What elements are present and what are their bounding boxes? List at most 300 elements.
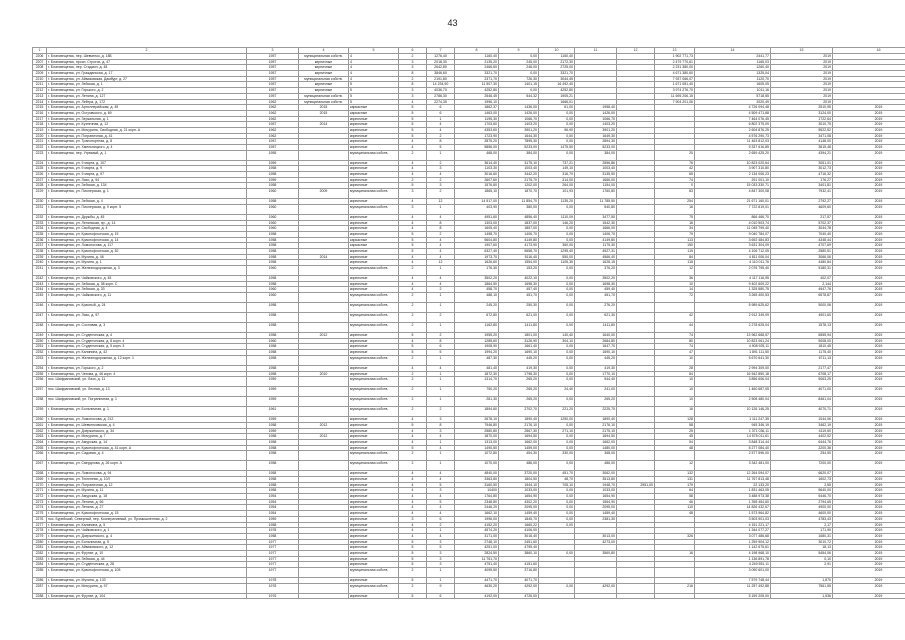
table-cell: 12: [655, 266, 695, 276]
table-cell: 1977: [247, 539, 299, 545]
table-cell: 6578,87: [771, 293, 833, 303]
table-cell: 0,00: [539, 371, 575, 377]
table-cell: 11 257 492,88: [695, 583, 771, 593]
table-cell: 245,20: [455, 303, 499, 313]
table-cell: 1837,00: [499, 220, 539, 226]
table-cell: г. Благовещенск, ул. Краснофлотская, д. 15: [47, 511, 247, 517]
table-cell: кирпичные: [349, 505, 399, 511]
table-cell: 3: [427, 428, 455, 434]
table-cell: 1960: [247, 287, 299, 293]
table-cell: 1976: [247, 593, 299, 599]
table-cell: кирпичные: [349, 371, 399, 377]
table-cell: 2: [399, 313, 427, 323]
table-cell: [299, 387, 349, 397]
table-cell: 45: [655, 434, 695, 440]
table-cell: 1959: [247, 160, 299, 166]
table-cell: 10 823 061,24: [695, 338, 771, 344]
table-cell: 2280: [33, 539, 47, 545]
table-cell: 0,00: [539, 281, 575, 287]
table-cell: г. Благовещенск, ул. Свердлова, д. 26 корп. А: [47, 461, 247, 471]
table-cell: 2446,20: [455, 505, 499, 511]
table-cell: 3: [399, 93, 427, 99]
table-cell: 1160,40: [455, 54, 499, 60]
table-cell: 2: [427, 160, 455, 166]
table-cell: г. Благовещенск, ул. Садовая, д. 4: [47, 451, 247, 461]
table-cell: 1958,40: [575, 105, 617, 111]
table-cell: 1957: [247, 122, 299, 128]
table-cell: 4: [427, 214, 455, 220]
table-cell: 1690,10: [575, 350, 617, 356]
table-cell: 4716,32: [771, 172, 833, 178]
table-cell: 1401,15: [499, 82, 539, 88]
table-cell: 4: [399, 254, 427, 260]
table-cell: 1801,00: [499, 333, 539, 339]
table-cell: 5: [399, 237, 427, 243]
table-cell: 1960: [247, 338, 299, 344]
table-cell: 9: [427, 583, 455, 593]
table-cell: 1459,40: [575, 511, 617, 517]
table-cell: кирпичные: [349, 428, 399, 434]
table-cell: 4273,00: [575, 539, 617, 545]
table-cell: 2200,36: [771, 445, 833, 451]
table-cell: 1480,00: [575, 445, 617, 451]
table-cell: г. Благовещенск, ул. Лазо, д. 97: [47, 313, 247, 323]
table-cell: 79: [655, 231, 695, 237]
table-cell: 2019: [833, 505, 905, 511]
table-cell: 2217: [33, 116, 47, 122]
table-cell: 1070,00: [455, 461, 499, 471]
table-cell: [299, 313, 349, 323]
table-cell: г. Благовещенск, ул. Краснофлотская, д. 14: [47, 237, 247, 243]
table-cell: 5: [399, 562, 427, 568]
table-cell: 2206: [33, 54, 47, 60]
table-cell: г. Благовещенск, ул. Мичурина, Свободная, д. 21 корп. А: [47, 127, 247, 133]
table-cell: 110: [655, 505, 695, 511]
table-cell: 1804,50: [499, 477, 539, 483]
table-cell: муниципальная собств.: [349, 461, 399, 471]
table-cell: пос. Шафрановский, ул. Лазо, д. 11: [47, 377, 247, 387]
table-cell: 2281: [33, 545, 47, 551]
table-cell: 1578,13: [771, 323, 833, 333]
table-cell: 3: [399, 59, 427, 65]
table-cell: 2216: [33, 110, 47, 116]
table-cell: 1958: [247, 183, 299, 189]
table-cell: 9 402 609,22: [695, 281, 771, 287]
table-cell: 153,20: [499, 266, 539, 276]
table-cell: 2014: [299, 122, 349, 128]
table-cell: 2748,10: [455, 539, 499, 545]
table-cell: 1962: [247, 99, 299, 105]
column-number-cell: 2: [47, 48, 247, 54]
table-cell: 4: [427, 471, 455, 477]
table-cell: 4149,80: [575, 237, 617, 243]
table-cell: 42: [655, 166, 695, 172]
table-cell: 3010,75: [771, 122, 833, 128]
table-cell: 5: [399, 333, 427, 339]
table-cell: 2251: [33, 344, 47, 350]
table-cell: 2019: [833, 550, 905, 556]
table-cell: 3502,20: [575, 276, 617, 282]
table-cell: 4071,00: [771, 387, 833, 397]
table-row: [33, 323, 905, 333]
table-cell: 945 346,19: [695, 422, 771, 428]
table-cell: 3: [427, 488, 455, 494]
table-cell: 3044,78: [771, 226, 833, 232]
table-cell: 1810,45: [771, 344, 833, 350]
table-cell: 2279: [33, 533, 47, 539]
table-cell: 4: [427, 276, 455, 282]
table-cell: 1798,30: [499, 371, 539, 377]
table-cell: муниципальная собств.: [349, 189, 399, 199]
table-cell: 3: [427, 562, 455, 568]
table-cell: 2241: [33, 266, 47, 276]
table-cell: г. Благовещенск, ул. Чайковского, д. 45: [47, 276, 247, 282]
table-cell: 2238: [33, 248, 47, 254]
table-cell: 3363,80: [455, 477, 499, 483]
table-cell: 4 198 968,10: [695, 550, 771, 556]
table-cell: муниципальная собств.: [349, 407, 399, 417]
table-cell: 4: [399, 439, 427, 445]
table-cell: 2371,70: [455, 76, 499, 82]
table-cell: кирпичные: [349, 499, 399, 505]
table-cell: 281,30: [455, 397, 499, 407]
table-cell: 2019: [833, 422, 905, 428]
table-cell: 5 159 205,00: [695, 593, 771, 599]
table-cell: 8: [427, 338, 455, 344]
table-cell: кирпичные: [349, 116, 399, 122]
table-cell: г. Благовещенск, ул. Пионерская, д. 9 корп. 5: [47, 204, 247, 214]
table-cell: 1698,30: [499, 281, 539, 287]
table-cell: 2 994 309,00: [695, 365, 771, 371]
table-cell: 2019: [833, 417, 905, 423]
table-cell: 0,00: [539, 110, 575, 116]
table-cell: 384,00: [499, 150, 539, 160]
table-cell: 1958: [247, 533, 299, 539]
table-cell: 1640,00: [575, 333, 617, 339]
column-number-cell: 10: [539, 48, 575, 54]
table-cell: 58: [655, 422, 695, 428]
table-cell: 2177,47: [771, 365, 833, 371]
table-cell: г. Благовещенск, ул. Калинина, д. 5: [47, 522, 247, 528]
table-cell: 2019: [833, 471, 905, 477]
table-cell: 1694,50: [575, 434, 617, 440]
table-cell: 2019: [833, 189, 905, 199]
table-cell: 1120,70: [695, 76, 771, 82]
table-cell: 2725,00: [539, 65, 575, 71]
table-cell: [299, 323, 349, 333]
table-cell: г. Благовещенск, ул. Студенческая, д. 8 корп. 4: [47, 338, 247, 344]
table-cell: 3135,50: [575, 172, 617, 178]
table-cell: 3171,00: [455, 533, 499, 539]
table-cell: 254: [655, 199, 695, 205]
table-cell: 4: [399, 99, 427, 105]
table-cell: 265,20: [575, 397, 617, 407]
table-cell: 5: [399, 105, 427, 111]
table-cell: [655, 593, 695, 599]
table-cell: 1490,50: [455, 445, 499, 451]
table-cell: кирпичные: [349, 578, 399, 584]
table-cell: г. Благовещенск, ул. Ломоносова, д. 212: [47, 417, 247, 423]
table-cell: 16 542 850,18: [695, 371, 771, 377]
table-cell: 10 126 146,25: [695, 407, 771, 417]
table-cell: 2019: [833, 139, 905, 145]
table-cell: кирпичные: [349, 556, 399, 562]
table-cell: 4: [427, 511, 455, 517]
table-cell: кирпичные: [349, 511, 399, 517]
table-cell: 2019: [833, 568, 905, 578]
table-cell: [299, 293, 349, 303]
table-cell: 1958: [247, 323, 299, 333]
table-cell: 2: [399, 54, 427, 60]
table-cell: 5: [427, 145, 455, 151]
table-cell: 3477,50: [575, 214, 617, 220]
table-cell: г. Благовещенск, ул. Красный, д. 24: [47, 303, 247, 313]
table-cell: 486,00: [499, 461, 539, 471]
table-cell: 1110,09: [539, 214, 575, 220]
table-cell: 5: [399, 344, 427, 350]
table-cell: 1260,40: [695, 65, 771, 71]
table-cell: 14: [655, 287, 695, 293]
column-number-cell: 7: [427, 48, 455, 54]
table-cell: 0,00: [539, 287, 575, 293]
table-cell: 0,00: [539, 133, 575, 139]
table-cell: 16 492,40: [539, 82, 575, 88]
table-cell: 1406,70: [499, 231, 539, 237]
table-cell: 1962: [247, 110, 299, 116]
table-cell: 4726,00: [499, 593, 539, 599]
table-cell: 2019: [833, 248, 905, 254]
table-cell: 5702,37: [771, 220, 833, 226]
table-cell: 1958: [247, 248, 299, 254]
table-cell: 3901,20: [499, 127, 539, 133]
table-cell: кирпичные: [349, 471, 399, 477]
table-cell: 1870,70: [499, 189, 539, 199]
table-cell: 1764,80: [455, 494, 499, 500]
table-cell: 2288: [33, 593, 47, 599]
table-cell: 5: [427, 482, 455, 488]
table-cell: 2278: [33, 528, 47, 534]
table-cell: кирпичные: [349, 160, 399, 166]
table-cell: 458,70: [455, 287, 499, 293]
table-cell: кирпичные: [349, 550, 399, 556]
table-cell: 1958: [247, 237, 299, 243]
table-cell: 2272: [33, 494, 47, 500]
table-cell: 3614,40: [455, 160, 499, 166]
table-cell: 96,90: [539, 127, 575, 133]
table-cell: 4: [427, 122, 455, 128]
table-cell: 3: [399, 516, 427, 522]
table-cell: 246,00: [499, 65, 539, 71]
table-cell: 4152,20: [455, 522, 499, 528]
table-cell: 5180,31: [771, 266, 833, 276]
table-cell: 1662,00: [499, 439, 539, 445]
table-cell: муниципальная собств.: [349, 313, 399, 323]
table-cell: 0,00: [539, 344, 575, 350]
table-cell: пос. Шафрановский, ул. Лесная, д. 13: [47, 387, 247, 397]
table-cell: 4022,10: [499, 276, 539, 282]
table-cell: 380,00: [499, 204, 539, 214]
table-cell: кирпичные: [299, 59, 349, 65]
table-cell: кирпичные: [349, 287, 399, 293]
table-cell: 2275: [33, 511, 47, 517]
table-cell: 2: [399, 583, 427, 593]
table-cell: 451,70: [575, 293, 617, 303]
table-cell: 4: [349, 59, 399, 65]
table-cell: 2684,80: [575, 338, 617, 344]
table-cell: 2019: [833, 237, 905, 243]
table-cell: кирпичные: [349, 522, 399, 528]
table-cell: 2019: [833, 522, 905, 528]
table-cell: 2220: [33, 133, 47, 139]
table-cell: г. Благовещенск, ул. Амурская, д. 18: [47, 494, 247, 500]
table-cell: 1011,16: [695, 88, 771, 94]
column-number-cell: 6: [399, 48, 427, 54]
table-cell: 2: [399, 568, 427, 578]
table-cell: 5: [399, 110, 427, 116]
table-cell: 101,93: [539, 189, 575, 199]
table-cell: 2: [399, 355, 427, 365]
table-cell: 2019: [833, 434, 905, 440]
table-cell: 2567,30: [499, 428, 539, 434]
table-cell: 2794,65: [771, 499, 833, 505]
table-cell: 2702,70: [499, 407, 539, 417]
table-cell: 2015: [299, 105, 349, 111]
table-cell: 3175,10: [499, 160, 539, 166]
table-cell: 705,10: [539, 482, 575, 488]
table-cell: 5: [399, 593, 427, 599]
table-cell: 2019: [833, 220, 905, 226]
table-cell: 5 670 641,30: [695, 355, 771, 365]
table-cell: 0,00: [539, 434, 575, 440]
table-cell: муниципальная собств.: [299, 76, 349, 82]
table-cell: 34: [655, 226, 695, 232]
table-cell: кирпичные: [349, 533, 399, 539]
table-cell: 1957: [247, 88, 299, 94]
table-cell: 1958: [247, 365, 299, 371]
table-cell: 5: [399, 183, 427, 189]
table-cell: 4: [399, 365, 427, 371]
table-cell: 1313,00: [455, 439, 499, 445]
table-cell: кирпичные: [349, 494, 399, 500]
table-cell: 4: [399, 145, 427, 151]
table-cell: 1426,00: [575, 110, 617, 116]
table-cell: кирпичные: [349, 482, 399, 488]
table-cell: 2019: [833, 377, 905, 387]
table-cell: 1564,90: [575, 499, 617, 505]
table-cell: 2019: [833, 226, 905, 232]
table-cell: [617, 451, 655, 461]
table-cell: 2258: [33, 397, 47, 407]
table-cell: 4600,00: [771, 511, 833, 517]
table-cell: 454,30: [499, 451, 539, 461]
table-cell: 2: [427, 522, 455, 528]
table-cell: [617, 323, 655, 333]
table-cell: 3471,08: [771, 133, 833, 139]
table-cell: 2244: [33, 287, 47, 293]
table-cell: 5: [427, 350, 455, 356]
table-cell: 5: [399, 556, 427, 562]
table-cell: кирпичные: [349, 439, 399, 445]
table-cell: кирпичные: [349, 133, 399, 139]
table-cell: [299, 568, 349, 578]
table-cell: 2253: [33, 355, 47, 365]
table-cell: г. Благовещенск, ул. Пограничная, д. 41: [47, 133, 247, 139]
table-cell: 4: [399, 281, 427, 287]
table-cell: 3502,20: [455, 276, 499, 282]
table-cell: 1003,40: [575, 166, 617, 172]
table-cell: г. Благовещенск, ул. Ленинская, пр., д. 14: [47, 220, 247, 226]
table-cell: 0,00: [539, 461, 575, 471]
table-cell: 4: [427, 281, 455, 287]
table-cell: 75: [655, 214, 695, 220]
table-cell: 2019: [833, 511, 905, 517]
table-cell: каркасные: [349, 243, 399, 249]
table-cell: 6620,07: [771, 471, 833, 477]
table-cell: г. Благовещенск, ул. Гражданская, д. 17: [47, 71, 247, 77]
table-cell: 12: [655, 461, 695, 471]
table-cell: [539, 593, 575, 599]
table-cell: г. Благовещенск, ул. Зеркальная, д. 1: [47, 116, 247, 122]
table-cell: 2 134 006,23: [695, 172, 771, 178]
table-cell: 2019: [833, 445, 905, 451]
table-cell: 2019: [833, 397, 905, 407]
table-cell: 1703,60: [455, 122, 499, 128]
table-cell: 113: [655, 237, 695, 243]
table-cell: 6: [427, 110, 455, 116]
table-cell: 2232: [33, 214, 47, 220]
table-cell: муниципальная собств.: [299, 99, 349, 105]
table-cell: 10: [655, 397, 695, 407]
table-cell: 14 234,90: [427, 82, 455, 88]
table-cell: 4252,80: [455, 88, 499, 94]
table-cell: 1654,90: [499, 494, 539, 500]
table-cell: 2546,45: [455, 93, 499, 99]
table-cell: 2019: [771, 65, 833, 71]
table-cell: 2267: [33, 461, 47, 471]
table-cell: 0,00: [539, 516, 575, 522]
table-cell: 1: [427, 355, 455, 365]
table-cell: 621,30: [575, 313, 617, 323]
table-cell: 1033,00: [499, 488, 539, 494]
table-cell: г. Благовещенск, ул. Калинина, д. 42: [47, 350, 247, 356]
table-cell: каркасные: [349, 110, 399, 116]
table-cell: 2019: [833, 254, 905, 260]
table-cell: 2: [399, 303, 427, 313]
table-cell: 4566,40: [575, 254, 617, 260]
table-cell: 4: [399, 139, 427, 145]
table-cell: г. Благовещенск, ул. 9 марта, д. 97: [47, 172, 247, 178]
table-cell: 1: [427, 323, 455, 333]
table-cell: 1978: [247, 583, 299, 593]
table-cell: г. Благовещенск, ул. Лейтра, д. 172: [47, 99, 247, 105]
table-cell: 4: [399, 477, 427, 483]
table-cell: 2824,50: [455, 550, 499, 556]
table-cell: 672,80: [455, 313, 499, 323]
table-cell: 2451,60: [499, 539, 539, 545]
table-cell: муниципальная собств.: [349, 583, 399, 593]
table-cell: 0,00: [539, 445, 575, 451]
table-cell: 5: [399, 122, 427, 128]
table-cell: г. Благовещенск, ул. Зейская, д. 4: [47, 199, 247, 205]
table-cell: 4783,43: [771, 516, 833, 522]
table-cell: 4 576 290,73: [695, 133, 771, 139]
table-cell: 2176,10: [499, 422, 539, 428]
table-cell: 2,55: [771, 482, 833, 488]
table-cell: 1105,35: [539, 260, 575, 266]
table-cell: 0,00: [499, 54, 539, 60]
table-cell: 8: [399, 82, 427, 88]
table-cell: 7895,30: [499, 139, 539, 145]
